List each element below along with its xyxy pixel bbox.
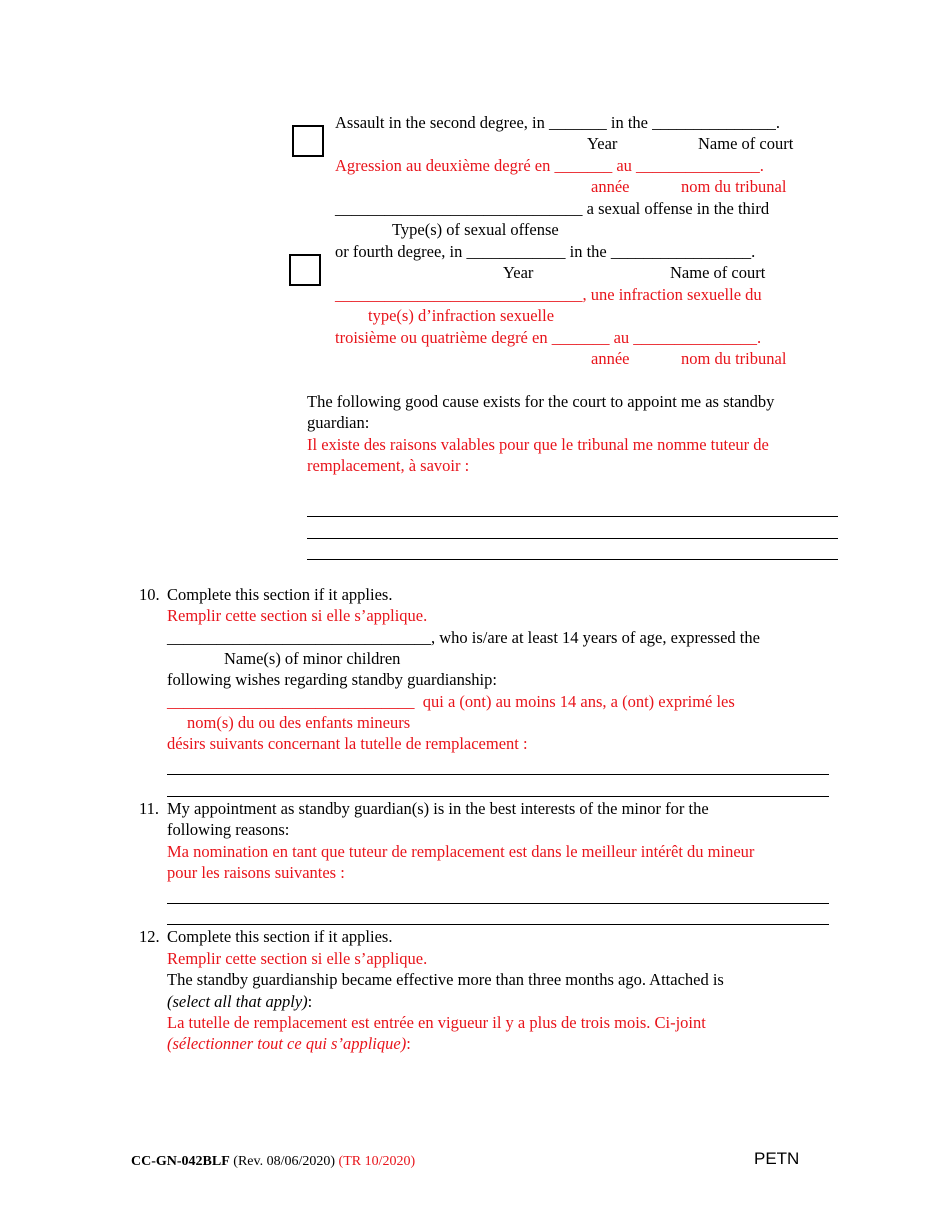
assault-fr-year-label: année <box>591 177 630 196</box>
section10-en-line1: ________________________________, who is/are at least 14 years of age, expressed the <box>167 628 760 647</box>
section10-fr-line1: ______________________________ qui a (ont) au moins 14 ans, a (ont) exprimé les <box>167 692 735 711</box>
sexual-en-line1: ______________________________ a sexual offense in the third <box>335 199 770 218</box>
good-cause-line-1[interactable] <box>307 516 838 517</box>
section11-fr-1: Ma nomination en tant que tuteur de remplacement est dans le meilleur intérêt du mineur <box>167 842 755 861</box>
section11-en-1: My appointment as standby guardian(s) is in the best interests of the minor for the <box>167 799 709 818</box>
good-cause-fr-2: remplacement, à savoir : <box>307 456 470 475</box>
good-cause-line-2[interactable] <box>307 538 838 539</box>
sexual-en-court-label: Name of court <box>670 263 766 282</box>
section12-en-title: Complete this section if it applies. <box>167 927 393 946</box>
section12-fr-2: (sélectionner tout ce qui s’applique) <box>167 1034 407 1053</box>
section12-fr-2-wrap <box>167 1034 411 1054</box>
footer-form-id: CC-GN-042BLF <box>131 1154 230 1169</box>
good-cause-en-1: The following good cause exists for the court to appoint me as standby <box>307 392 775 411</box>
section10-line-2[interactable] <box>167 796 829 797</box>
sexual-offense-checkbox[interactable] <box>289 254 321 286</box>
section12-en-2-colon: : <box>307 992 313 1011</box>
sexual-en-line2: or fourth degree, in ____________ in the _________________. <box>335 242 756 261</box>
section12-fr-2-colon: : <box>406 1034 411 1053</box>
sexual-fr-year-label: année <box>591 349 630 368</box>
section11-number: 11. <box>139 799 160 818</box>
good-cause-en-2: guardian: <box>307 413 370 432</box>
section12-en-2: (select all that apply) <box>167 992 308 1011</box>
section11-fr-2: pour les raisons suivantes : <box>167 863 345 882</box>
sexual-fr-line2: troisième ou quatrième degré en _______ au _______________. <box>335 328 762 347</box>
footer-revision: (Rev. 08/06/2020) <box>233 1154 336 1169</box>
assault-en-line: Assault in the second degree, in _______ in the _______________. <box>335 113 780 132</box>
sexual-fr-line1: ______________________________, une infraction sexuelle du <box>335 285 762 304</box>
section10-fr-names-label: nom(s) du ou des enfants mineurs <box>187 713 411 732</box>
assault-en-year-label: Year <box>587 134 618 153</box>
section11-line-2[interactable] <box>167 924 829 925</box>
footer-form-code: PETN <box>754 1149 800 1168</box>
assault-fr-court-label: nom du tribunal <box>681 177 787 196</box>
good-cause-line-3[interactable] <box>307 559 838 560</box>
footer-translation-revision: (TR 10/2020) <box>338 1154 416 1169</box>
section11-en-2: following reasons: <box>167 820 290 839</box>
sexual-fr-type-label: type(s) d’infraction sexuelle <box>368 306 555 325</box>
section10-number: 10. <box>139 585 160 604</box>
section10-fr-line2: désirs suivants concernant la tutelle de remplacement : <box>167 734 528 753</box>
assault-checkbox[interactable] <box>292 125 324 157</box>
section10-en-title: Complete this section if it applies. <box>167 585 393 604</box>
section10-en-line2: following wishes regarding standby guardianship: <box>167 670 497 689</box>
section12-en-1: The standby guardianship became effective more than three months ago. Attached is <box>167 970 724 989</box>
section11-line-1[interactable] <box>167 903 829 904</box>
assault-en-court-label: Name of court <box>698 134 794 153</box>
section10-en-names-label: Name(s) of minor children <box>224 649 401 668</box>
assault-fr-line: Agression au deuxième degré en _______ au _______________. <box>335 156 764 175</box>
section10-line-1[interactable] <box>167 774 829 775</box>
section12-en-2-wrap <box>167 992 312 1012</box>
good-cause-fr-1: Il existe des raisons valables pour que le tribunal me nomme tuteur de <box>307 435 769 454</box>
section10-fr-title: Remplir cette section si elle s’applique. <box>167 606 428 625</box>
section12-fr-1: La tutelle de remplacement est entrée en vigueur il y a plus de trois mois. Ci-joint <box>167 1013 706 1032</box>
sexual-en-year-label: Year <box>503 263 534 282</box>
section12-number: 12. <box>139 927 160 946</box>
footer-form-info <box>131 1152 415 1172</box>
sexual-fr-court-label: nom du tribunal <box>681 349 787 368</box>
section12-fr-title: Remplir cette section si elle s’applique. <box>167 949 428 968</box>
sexual-en-type-label: Type(s) of sexual offense <box>392 220 559 239</box>
